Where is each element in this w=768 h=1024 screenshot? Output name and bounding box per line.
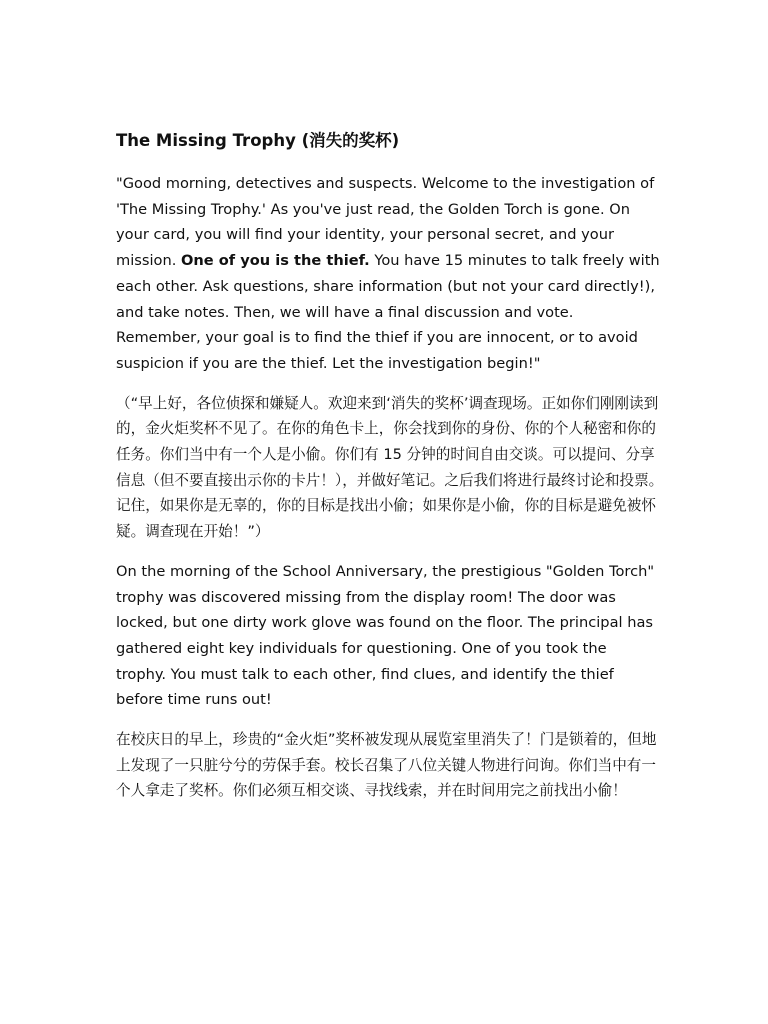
- document-title: The Missing Trophy (消失的奖杯): [116, 131, 400, 150]
- intro-text-part2: You have 15 minutes to talk freely with each other. Ask questions, share information (but not your card directly!), and take notes. Then, we will have a final discussion and vote. Remember, your goal is to find the thief if you are innocent, or to avoid suspicion if you are the thief. Let the investigation begin!": [116, 252, 660, 372]
- intro-paragraph: [116, 171, 661, 377]
- story-chinese-paragraph: 在校庆日的早上，珍贵的“金火炬”奖杯被发现从展览室里消失了！门是锁着的，但地上发现了一只脏兮兮的劳保手套。校长召集了八位关键人物进行问询。你们当中有一个人拿走了奖杯。你们必须互相交谈、寻找线索，并在时间用完之前找出小偷！: [116, 731, 657, 800]
- intro-chinese-paragraph: （“早上好，各位侦探和嫌疑人。欢迎来到‘消失的奖杯’调查现场。正如你们刚刚读到的，金火炬奖杯不见了。在你的角色卡上，你会找到你的身份、你的个人秘密和你的任务。你们当中有一个人是小偷。你们有 15 分钟的时间自由交谈。可以提问、分享信息（但不要直接出示你的卡片！），并做好笔记。之后我们将进行最终讨论和投票。记住，如果你是无辜的，你的目标是找出小偷；如果你是小偷，你的目标是避免被怀疑。调查现在开始！”）: [116, 394, 664, 541]
- intro-text-part1: "Good morning, detectives and suspects. Welcome to the investigation of 'The Missing Trophy.' As you've just read, the Golden Torch is gone. On your card, you will find your identity, your personal secret, and your mission.: [116, 175, 655, 270]
- story-paragraph: On the morning of the School Anniversary, the prestigious "Golden Torch" trophy was discovered missing from the display room! The door was locked, but one dirty work glove was found on the floor. The principal has gathered eight key individuals for questioning. One of you took the trophy. You must talk to each other, find clues, and identify the thief before time runs out!: [116, 562, 655, 709]
- intro-bold-text: One of you is the thief.: [181, 252, 370, 270]
